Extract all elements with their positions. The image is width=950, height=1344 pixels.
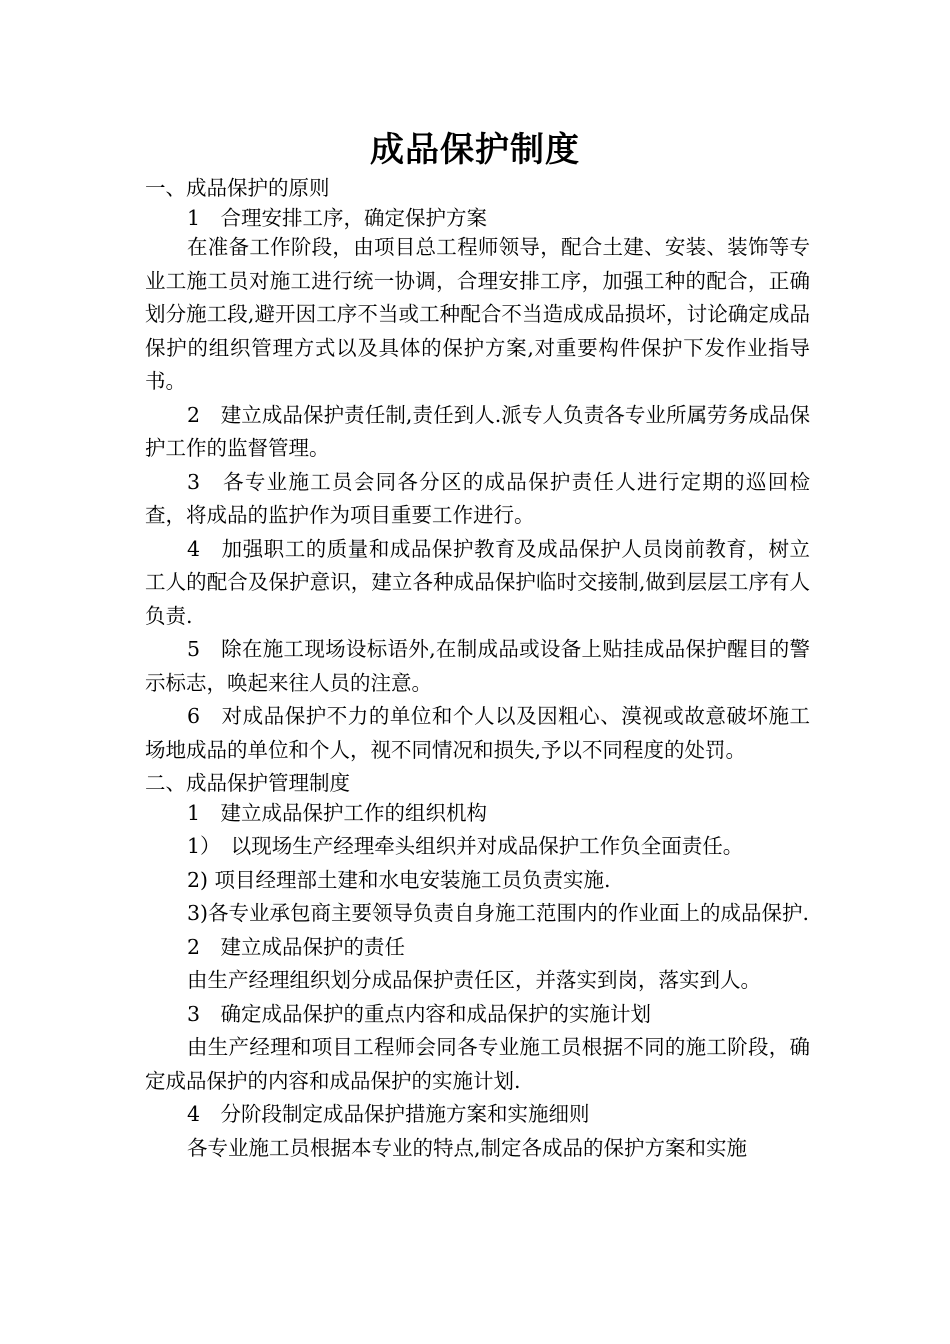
section-heading-principles: 一、成品保护的原则 (145, 176, 330, 200)
principle-4-text: 4 加强职工的质量和成品保护教育及成品保护人员岗前教育，树立工人的配合及保护意识，建立各种成品保护临时交接制,做到层层工序有人负责. (145, 536, 810, 628)
principle-2-text: 2 建立成品保护责任制,责任到人.派专人负责各专业所属劳务成品保护工作的监督管理。 (145, 402, 810, 460)
principle-3-text: 3 各专业施工员会同各分区的成品保护责任人进行定期的巡回检查，将成品的监护作为项目重要工作进行。 (145, 469, 810, 527)
management-1-item-1: 1） 以现场生产经理牵头组织并对成品保护工作负全面责任。 (187, 834, 744, 858)
management-4-text: 各专业施工员根据本专业的特点,制定各成品的保护方案和实施 (187, 1135, 748, 1160)
management-4-title: 4 分阶段制定成品保护措施方案和实施细则 (187, 1102, 590, 1126)
document-body (145, 172, 810, 1165)
page-title: 成品保护制度 (370, 130, 580, 170)
management-1-title: 1 建立成品保护工作的组织机构 (187, 800, 488, 825)
principle-1-title: 1 合理安排工序，确定保护方案 (187, 205, 488, 230)
management-2-title: 2 建立成品保护的责任 (187, 934, 406, 959)
management-3-title: 3 确定成品保护的重点内容和成品保护的实施计划 (187, 1001, 652, 1026)
principle-5-text: 5 除在施工现场设标语外,在制成品或设备上贴挂成品保护醒目的警示标志，唤起来往人员的注意。 (145, 637, 810, 695)
principle-1-text: 在准备工作阶段，由项目总工程师领导，配合土建、安装、装饰等专业工施工员对施工进行统一协调，合理安排工序，加强工种的配合，正确划分施工段,避开因工序不当或工种配合不当造成成品损坏，讨论确定成品保护的组织管理方式以及具体的保护方案,对重要构件保护下发作业指导书。 (145, 235, 810, 393)
management-1-item-3: 3)各专业承包商主要领导负责自身施工范围内的作业面上的成品保护. (187, 901, 810, 925)
management-2-text: 由生产经理组织划分成品保护责任区，并落实到岗，落实到人。 (187, 968, 761, 992)
section-heading-management: 二、成品保护管理制度 (145, 771, 350, 795)
management-1-item-2: 2) 项目经理部土建和水电安装施工员负责实施. (187, 867, 611, 892)
management-3-text: 由生产经理和项目工程师会同各专业施工员根据不同的施工阶段，确定成品保护的内容和成品保护的实施计划. (145, 1035, 810, 1093)
principle-6-text: 6 对成品保护不力的单位和个人以及因粗心、漠视或故意破坏施工场地成品的单位和个人，视不同情况和损失,予以不同程度的处罚。 (145, 704, 810, 762)
